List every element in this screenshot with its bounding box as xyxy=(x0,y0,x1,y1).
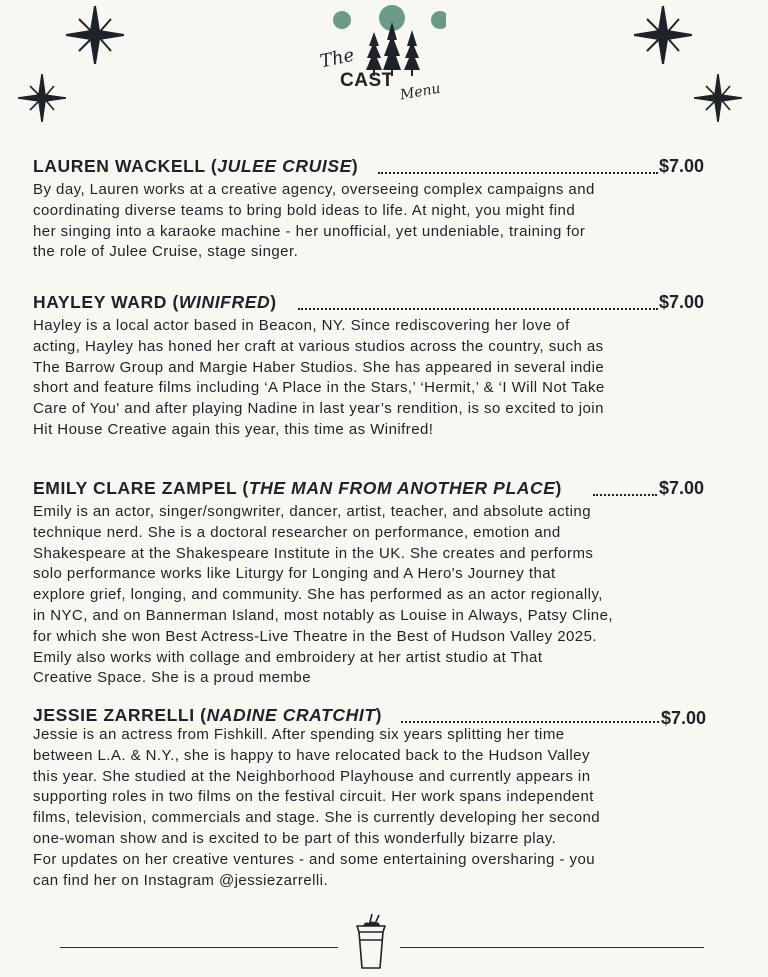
dotted-leader xyxy=(298,308,658,310)
price: $7.00 xyxy=(659,292,705,312)
cast-entry-emily-clare-zampel xyxy=(33,478,733,689)
cast-entry-jessie-zarrelli xyxy=(33,705,733,891)
role-name: JULEE CRUISE xyxy=(217,156,352,176)
star-icon xyxy=(18,74,66,122)
cast-bio: Hayley is a local actor based in Beacon, NY. Since rediscovering her love of acting, Hayley has honed her craft at various studios across the country, such as The Barrow Group and Margie Haber Studios. She has appeared in several indie short and feature films including ‘A Place in the Stars,’ ‘Hermit,’ & ‘I Will Not Take Care of You' and after playing Nadine in last year’s rendition, is so excited to join Hit House Creative again this year, this time as Winifred! xyxy=(33,317,605,438)
price: $7.00 xyxy=(659,478,705,498)
logo-menu-text: Menu xyxy=(398,80,442,104)
footer-rule-left xyxy=(60,947,338,948)
cast-name: LAUREN WACKELL (JULEE CRUISE) xyxy=(33,156,359,176)
logo-the-text: The xyxy=(318,44,357,73)
dotted-leader xyxy=(378,172,658,174)
cast-name: JESSIE ZARRELLI (NADINE CRATCHIT) xyxy=(33,705,383,725)
cast-name: EMILY CLARE ZAMPEL (THE MAN FROM ANOTHER PLACE) xyxy=(33,478,562,498)
cast-menu-logo xyxy=(316,4,446,114)
star-icon xyxy=(634,6,692,64)
logo-cast-text: CAST xyxy=(340,70,394,91)
entry-heading xyxy=(33,705,733,729)
cast-bio: Emily is an actor, singer/songwriter, dancer, artist, teacher, and absolute acting technique nerd. She is a doctoral researcher on performance, emotion and Shakespeare at the Shakespeare Institute in the UK. She creates and performs solo performance works like Liturgy for Longing and A Hero's Journey that explore grief, longing, and community. She has performed as an actor regionally, in NYC, and on Bannerman Island, most notably as Louise in Always, Patsy Cline, for which she won Best Actress-Live Theatre in the Best of Hudson Valley 2025. Emily also works with collage and embroidery at her artist studio at That Creative Space. She is a proud membe xyxy=(33,503,614,687)
role-name: THE MAN FROM ANOTHER PLACE xyxy=(248,478,556,498)
cast-entry-hayley-ward xyxy=(33,292,733,441)
entry-heading xyxy=(33,478,733,502)
star-icon xyxy=(66,6,124,64)
cast-bio: Jessie is an actress from Fishkill. After spending six years splitting her time between L.A. & N.Y., she is happy to have relocated back to the Hudson Valley this year. She studied at the Neighborhood Playhouse and currently appears in supporting roles in two films on the festival circuit. Her work spans independent films, television, commercials and stage. She is currently developing her second one-woman show and is excited to be part of this wonderfully bizarre play. For updates on her creative ventures - and some entertaining oversharing - you can find her on Instagram @jessiezarrelli. xyxy=(33,726,601,889)
star-icon xyxy=(694,74,742,122)
role-name: NADINE CRATCHIT xyxy=(206,705,376,725)
cast-bio: By day, Lauren works at a creative agency, overseeing complex campaigns and coordinating diverse teams to bring bold ideas to life. At night, you might find her singing into a karaoke machine - her unofficial, yet undeniable, training for the role of Julee Cruise, stage singer. xyxy=(33,181,595,261)
role-name: WINIFRED xyxy=(178,292,271,312)
dotted-leader xyxy=(401,721,659,723)
entry-heading xyxy=(33,292,733,316)
cast-entry-lauren-wackell xyxy=(33,156,733,263)
price: $7.00 xyxy=(659,156,705,176)
dotted-leader xyxy=(593,494,657,496)
entry-heading xyxy=(33,156,733,180)
cast-name: HAYLEY WARD (WINIFRED) xyxy=(33,292,277,312)
drink-cup-icon xyxy=(352,912,390,972)
price: $7.00 xyxy=(661,708,707,728)
footer-rule-right xyxy=(400,947,704,948)
